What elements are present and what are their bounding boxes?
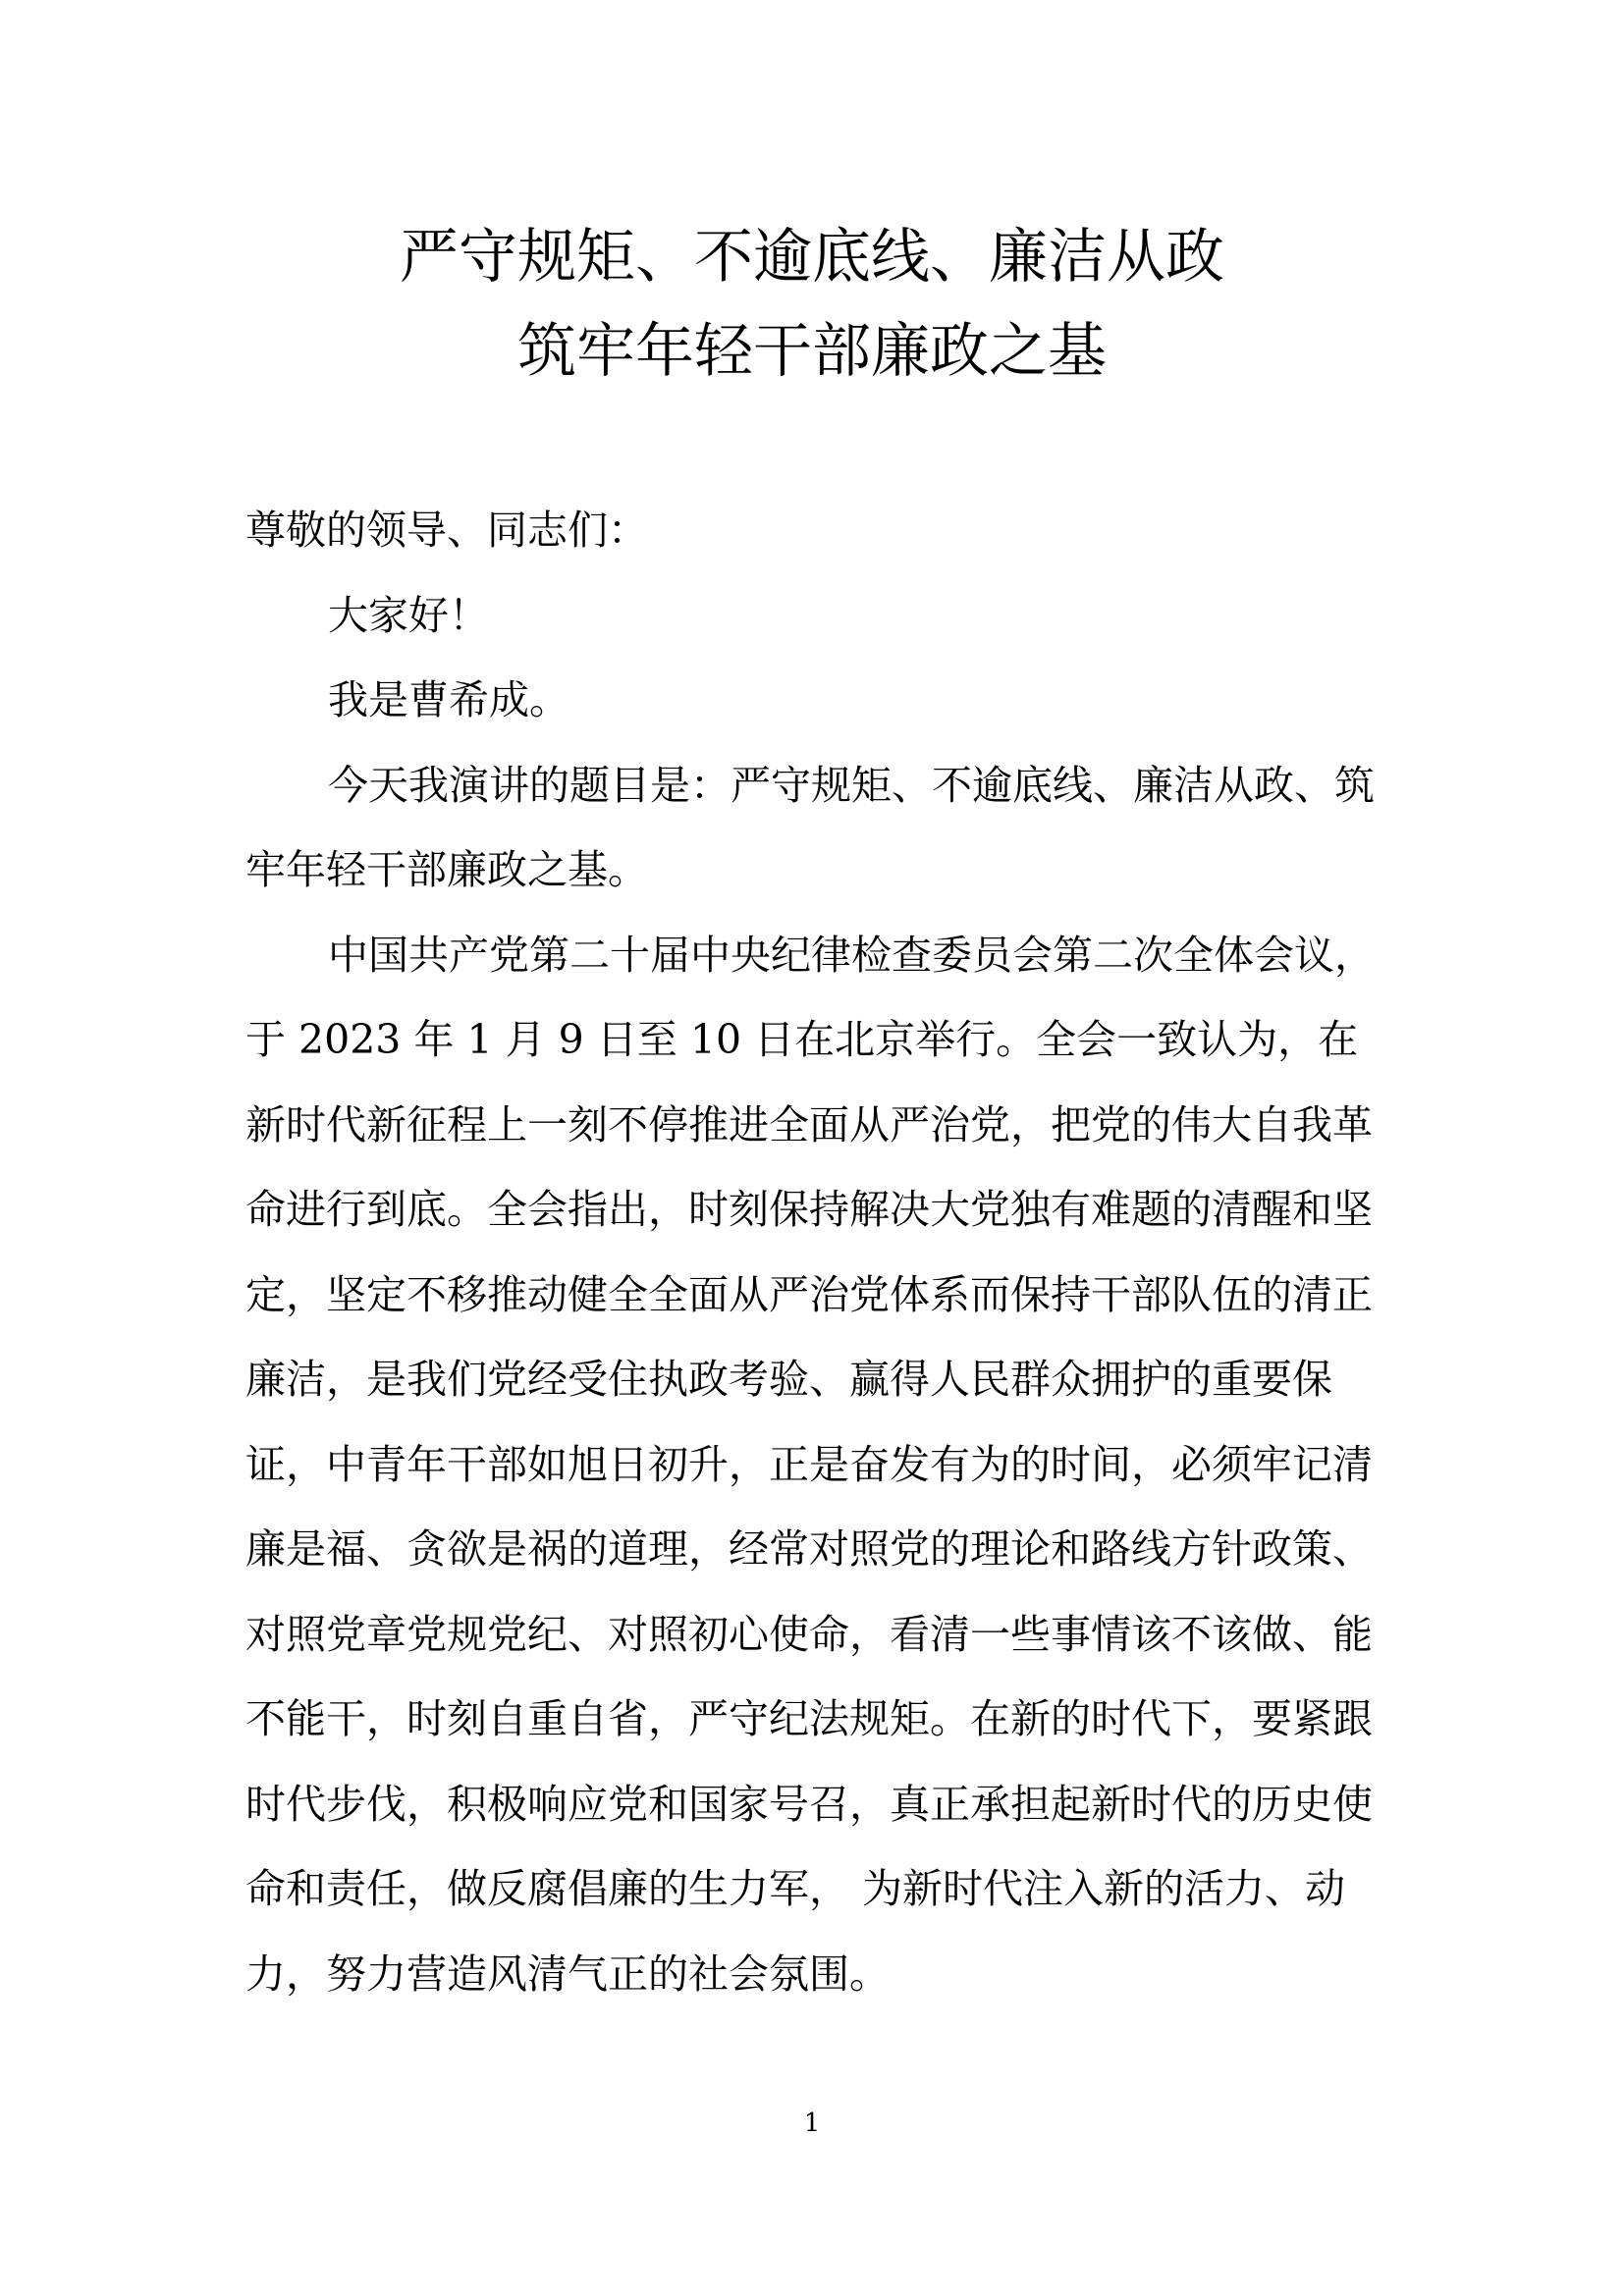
- meeting-day-start: 9: [558, 1016, 584, 1063]
- speaker-intro: 我是曹希成。: [328, 676, 569, 723]
- title-line-1: 严守规矩、不逾底线、廉洁从政: [400, 223, 1224, 292]
- main-paragraph: [245, 913, 1384, 2017]
- paragraph-text-d: 日至: [596, 1016, 677, 1063]
- paragraph-text-b: 年: [413, 1016, 455, 1063]
- paragraph-text-c: 月: [505, 1016, 546, 1063]
- meeting-day-end: 10: [689, 1016, 742, 1063]
- document-body: [245, 488, 1384, 2016]
- paragraph-text-e: 日在北京举行。全会一致认为，在新时代新征程上一刻不停推进全面从严治党，把党的伟大自我革命进行到底。全会指出，时刻保持解决大党独有难题的清醒和坚定，坚定不移推动健全全面从严治党体系而保持干部队伍的清正廉洁，是我们党经受住执政考验、赢得人民群众拥护的重要保证，中青年干部如旭日初升，正是奋发有为的时间，必须牢记清廉是福、贪欲是祸的道理，经常对照党的理论和路线方针政策、对照党章党规党纪、对照初心使命，看清一些事情该不该做、能不能干，时刻自重自省，严守纪法规矩。在新的时代下，要紧跟时代步伐，积极响应党和国家号召，真正承担起新时代的历史使命和责任，做反腐倡廉的生力军， 为新时代注入新的活力、动力，努力营造风清气正的社会氛围。: [245, 1016, 1373, 1998]
- page-number: 1: [803, 2109, 821, 2138]
- meeting-year: 2023: [298, 1016, 402, 1063]
- salutation: 尊敬的领导、同志们：: [245, 507, 648, 554]
- title-line-2: 筑牢年轻干部廉政之基: [517, 317, 1107, 386]
- paragraph-text-a: 中国共产党第二十届中央纪律检查委员会第二次全体会议，于: [245, 931, 1375, 1063]
- meeting-month: 1: [466, 1016, 493, 1063]
- speech-topic: 今天我演讲的题目是：严守规矩、不逾底线、廉洁从政、筑牢年轻干部廉政之基。: [245, 761, 1375, 893]
- greeting: 大家好！: [328, 591, 489, 639]
